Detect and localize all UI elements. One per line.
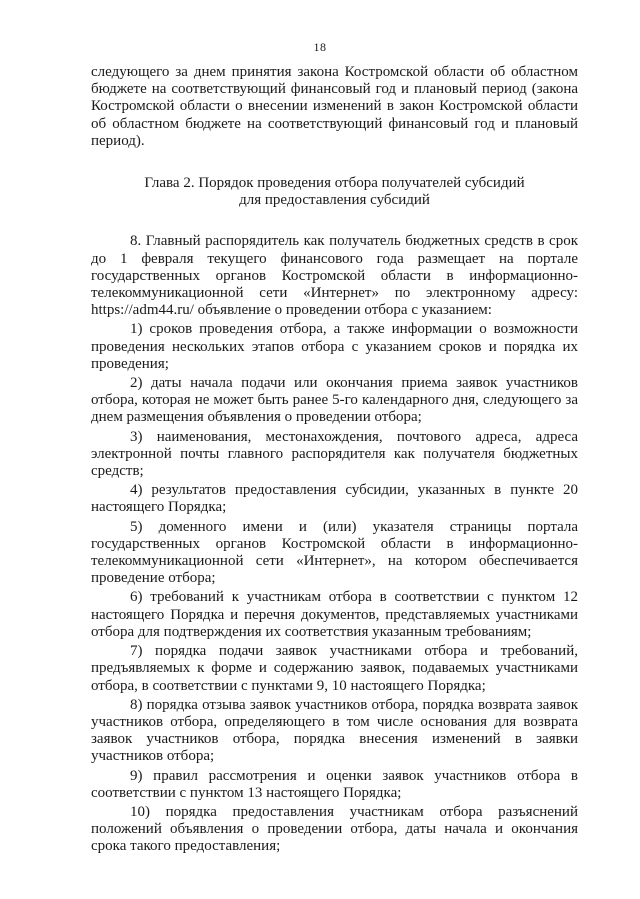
- list-item: 5) доменного имени и (или) указателя страницы портала государственных органов Костромской области в информационно-телекоммуникационной сети «Интернет», на котором обеспечивается проведение отбора;: [91, 518, 578, 587]
- list-item: 8) порядка отзыва заявок участников отбора, порядка возврата заявок участников отбора, определяющего в том числе основания для возврата заявок участников отбора, порядка внесения изменений в заявки участников отбора;: [91, 696, 578, 765]
- page-number: 18: [313, 40, 327, 54]
- chapter-title-line-1: Глава 2. Порядок проведения отбора получателей субсидий: [144, 175, 525, 192]
- clause-8: 8. Главный распорядитель как получатель бюджетных средств в срок до 1 февраля текущего финансового года размещает на портале государственных органов Костромской области в информационно-телекоммуникационной сети «Интернет» по электронному адресу: https://adm44.ru/ объявление о проведении отбора с указанием:: [91, 233, 578, 319]
- list-item: 4) результатов предоставления субсидии, указанных в пункте 20 настоящего Порядка;: [91, 482, 578, 516]
- list-item: 1) сроков проведения отбора, а также информации о возможности проведения нескольких этапов отбора с указанием сроков и порядка их проведения;: [91, 321, 578, 372]
- list-item: 7) порядка подачи заявок участниками отбора и требований, предъявляемых к форме и содержанию заявок, подаваемых участниками отбора, в соответствии с пунктами 9, 10 настоящего Порядка;: [91, 643, 578, 694]
- document-body: [91, 64, 578, 856]
- list-item: 9) правил рассмотрения и оценки заявок участников отбора в соответствии с пунктом 13 настоящего Порядка;: [91, 767, 578, 801]
- list-item: 3) наименования, местонахождения, почтового адреса, адреса электронной почты главного распорядителя как получателя бюджетных средств;: [91, 428, 578, 480]
- chapter-title-line-2: для предоставления субсидий: [239, 192, 430, 209]
- chapter-heading: [91, 175, 578, 209]
- list-item: 10) порядка предоставления участникам отбора разъяснений положений объявления о проведении отбора, даты начала и окончания срока такого предоставления;: [91, 803, 578, 855]
- list-item: 6) требований к участникам отбора в соответствии с пунктом 12 настоящего Порядка и перечня документов, представляемых участниками отбора для подтверждения их соответствия указанным требованиям;: [91, 589, 578, 640]
- list-item: 2) даты начала подачи или окончания приема заявок участников отбора, которая не может быть ранее 5-го календарного дня, следующего за днем размещения объявления о проведении отбора;: [91, 375, 578, 426]
- intro-paragraph: следующего за днем принятия закона Костромской области об областном бюджете на соответствующий финансовый год и плановый период (закона Костромской области о внесении изменений в закон Костромской области об областном бюджете на соответствующий финансовый год и плановый период).: [91, 64, 578, 149]
